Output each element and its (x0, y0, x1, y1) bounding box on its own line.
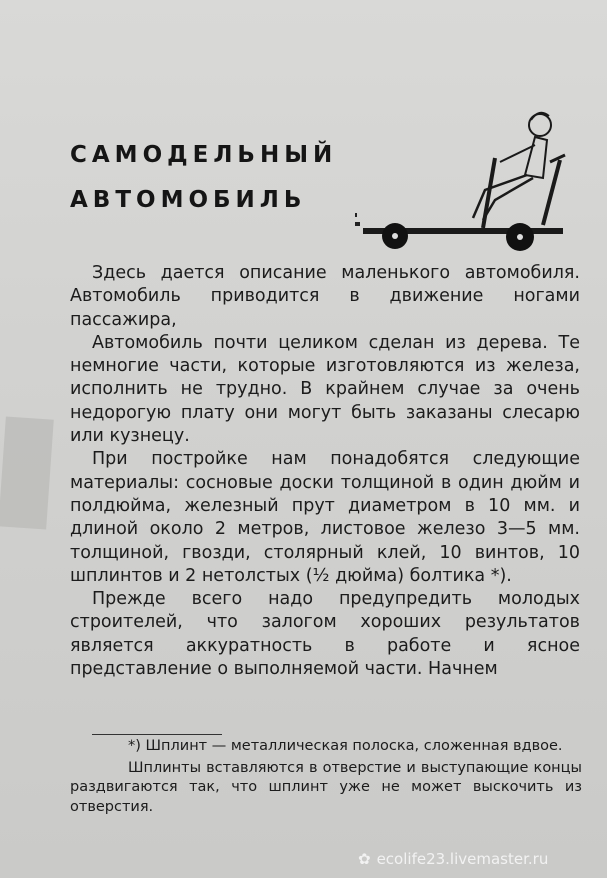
flower-icon: ✿ (358, 850, 371, 868)
paragraph: Здесь дается описание маленького автомобиля. Автомобиль приводится в движение ногами пассажира, (70, 263, 580, 330)
watermark (358, 850, 548, 868)
footnote: *) Шплинт — металлическая полоска, сложенная вдвое. (128, 738, 563, 754)
title-line-1: САМОДЕЛЬНЫЙ (70, 142, 338, 168)
footnotes (70, 737, 582, 817)
watermark-text: ecolife23.livemaster.ru (376, 850, 549, 868)
paragraph: Автомобиль почти целиком сделан из дерева. Те немногие части, которые изготовляются из железа, исполнить не трудно. В крайнем случае за очень недорогую плату они могут быть заказаны слесарю или кузнецу. (70, 332, 580, 447)
paragraph: При постройке нам понадобятся следующие материалы: сосновые доски толщиной в один дюйм и полдюйма, железный прут диаметром в 10 мм. и длиной около 2 метров, листовое железо 3—5 мм. толщиной, гвозди, столярный клей, 10 винтов, 10 шплинтов и 2 нетолстых (½ дюйма) болтика *). (70, 449, 580, 586)
footnote: Шплинты вставляются в отверстие и выступающие концы раздвигаются так, что шплинт уже не может выскочить из отверстия. (70, 759, 582, 815)
article-body (70, 262, 580, 681)
title-line-2: АВТОМОБИЛЬ (70, 187, 307, 213)
library-stamp (0, 416, 54, 529)
footnote-divider (92, 734, 222, 735)
paragraph: Прежде всего надо предупредить молодых строителей, что залогом хороших результатов является аккуратность в работе и ясное представление о выполняемой части. Начнем (70, 589, 580, 680)
child-on-wooden-car-icon (355, 100, 585, 260)
